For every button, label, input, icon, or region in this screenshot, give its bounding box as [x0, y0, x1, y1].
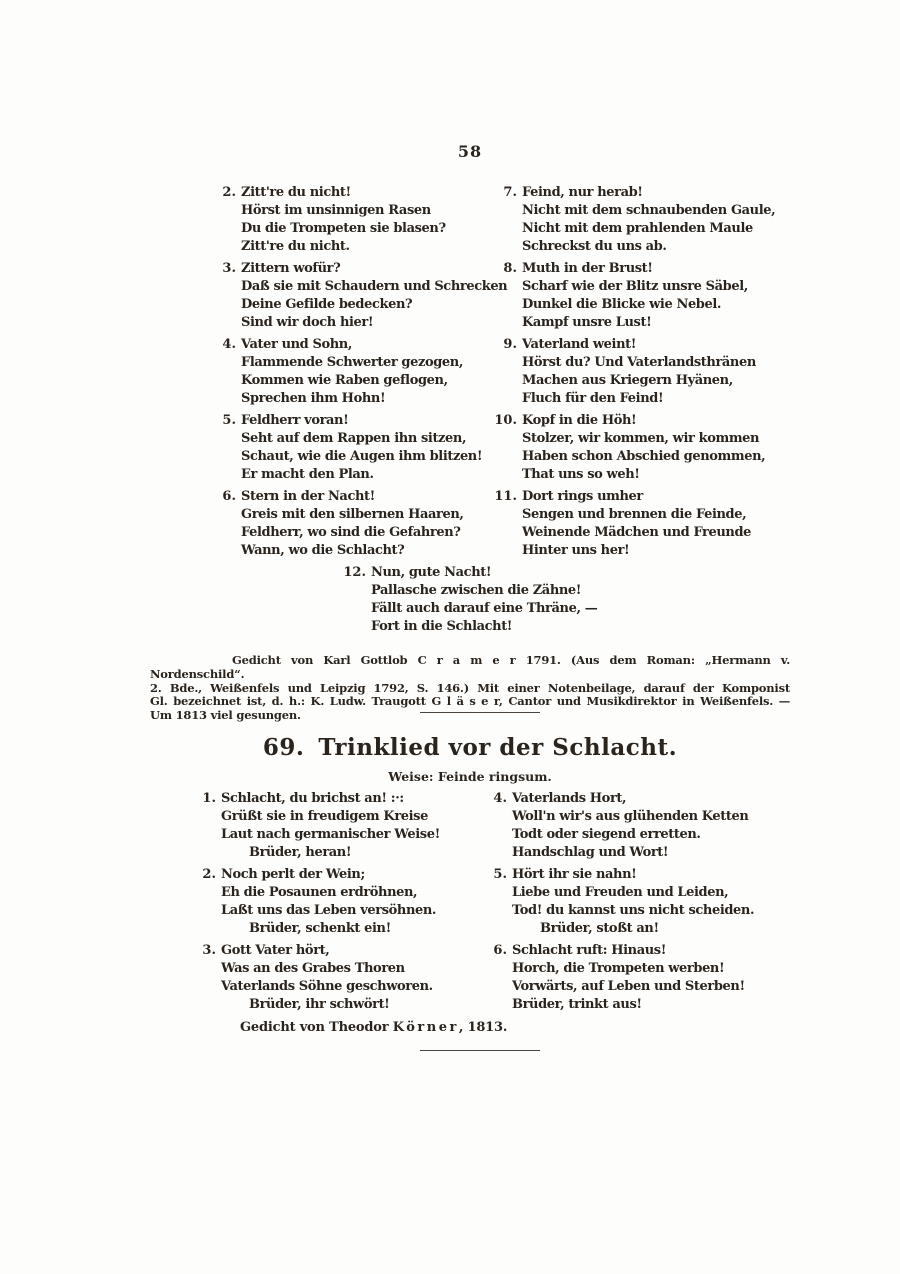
verse-line: Sprechen ihm Hohn!	[241, 391, 386, 406]
stanza-lines	[241, 260, 507, 332]
stanza	[200, 790, 490, 862]
footnote-line: 2. Bde., Weißenfels und Leipzig 1792, S. 146.) Mit einer Notenbeilage, darauf der Komponist	[150, 680, 790, 695]
stanza	[490, 412, 790, 484]
stanza	[214, 488, 490, 560]
verse-line: Brüder, schenkt ein!	[249, 921, 391, 936]
song1-final-stanza	[340, 564, 597, 640]
verse-line: Hörst im unsinnigen Rasen	[241, 203, 431, 218]
verse-line: Schlacht ruft: Hinaus!	[512, 943, 667, 958]
verse-line: Noch perlt der Wein;	[221, 867, 365, 882]
attribution-prefix: Gedicht von Theodor	[240, 1020, 393, 1035]
song2-left-column	[150, 790, 490, 1018]
verse-line: Seht auf dem Rappen ihn sitzen,	[241, 431, 467, 446]
verse-line: Kampf unsre Lust!	[522, 315, 652, 330]
stanza	[200, 866, 490, 938]
verse-line: Stolzer, wir kommen, wir kommen	[522, 431, 760, 446]
verse-line: Kommen wie Raben geflogen,	[241, 373, 448, 388]
verse-line: Vaterland weint!	[522, 337, 637, 352]
verse-line: Liebe und Freuden und Leiden,	[512, 885, 729, 900]
verse-line: Weinende Mädchen und Freunde	[522, 525, 752, 540]
song-number: 69.	[262, 734, 305, 761]
separator-rule	[420, 712, 540, 713]
stanza-number: 7.	[503, 185, 517, 200]
verse-line: Woll'n wir's aus glühenden Ketten	[512, 809, 749, 824]
verse-line: Du die Trompeten sie blasen?	[241, 221, 446, 236]
stanza	[490, 942, 790, 1014]
stanza	[490, 488, 790, 560]
stanza-lines	[371, 564, 597, 636]
verse-line: Muth in der Brust!	[522, 261, 653, 276]
verse-line: Sengen und brennen die Feinde,	[522, 507, 747, 522]
verse-line: Hinter uns her!	[522, 543, 630, 558]
verse-line: Todt oder siegend erretten.	[512, 827, 701, 842]
melody-note: Weise: Feinde ringsum.	[388, 769, 552, 784]
verse-line: Deine Gefilde bedecken?	[241, 297, 413, 312]
stanza-number: 9.	[503, 337, 517, 352]
song-heading	[150, 734, 790, 761]
verse-line: Scharf wie der Blitz unsre Säbel,	[522, 279, 748, 294]
verse-line: Schlacht, du brichst an! :·:	[221, 791, 404, 806]
verse-line: Brüder, ihr schwört!	[249, 997, 390, 1012]
verse-line: Dort rings umher	[522, 489, 643, 504]
stanza	[214, 184, 490, 256]
stanza	[214, 336, 490, 408]
separator-rule	[420, 1050, 540, 1051]
stanza	[490, 790, 790, 862]
verse-line: Schaut, wie die Augen ihm blitzen!	[241, 449, 483, 464]
song-title: Trinklied vor der Schlacht.	[318, 734, 678, 761]
stanza	[490, 336, 790, 408]
verse-line: Pallasche zwischen die Zähne!	[371, 583, 582, 598]
stanza-lines	[241, 488, 464, 560]
verse-line: Haben schon Abschied genommen,	[522, 449, 766, 464]
verse-line: Nun, gute Nacht!	[371, 565, 492, 580]
verse-line: Horch, die Trompeten werben!	[512, 961, 725, 976]
stanza-number: 8.	[503, 261, 517, 276]
song1-stanzas	[150, 184, 790, 564]
verse-line: Zitt're du nicht.	[241, 239, 350, 254]
stanza-number: 4.	[222, 337, 236, 352]
stanza-lines	[241, 184, 446, 256]
footnote-line: Um 1813 viel gesungen.	[150, 708, 301, 723]
stanza-number: 3.	[202, 943, 216, 958]
stanza-lines	[221, 866, 436, 938]
footnote-line: Gedicht von Karl Gottlob C r a m e r 1791. (Aus dem Roman: „Hermann v. Nordenschild“.	[150, 653, 790, 681]
verse-line: Brüder, stoßt an!	[540, 921, 659, 936]
verse-line: Vater und Sohn,	[241, 337, 352, 352]
stanza-lines	[512, 866, 754, 938]
stanza-number: 6.	[222, 489, 236, 504]
verse-line: Sind wir doch hier!	[241, 315, 374, 330]
verse-line: Grüßt sie in freudigem Kreise	[221, 809, 428, 824]
page-number: 58	[457, 142, 483, 161]
song1-right-column	[490, 184, 790, 564]
stanza-number: 10.	[494, 413, 517, 428]
stanza-lines	[522, 184, 775, 256]
verse-line: Brüder, trinkt aus!	[512, 997, 642, 1012]
stanza-number: 5.	[493, 867, 507, 882]
stanza-number: 2.	[202, 867, 216, 882]
verse-line: Nicht mit dem schnaubenden Gaule,	[522, 203, 776, 218]
verse-line: Kopf in die Höh!	[522, 413, 637, 428]
verse-line: Laßt uns das Leben versöhnen.	[221, 903, 437, 918]
verse-line: Hörst du? Und Vaterlandsthränen	[522, 355, 756, 370]
stanza-lines	[221, 942, 433, 1014]
verse-line: Nicht mit dem prahlenden Maule	[522, 221, 753, 236]
verse-line: That uns so weh!	[522, 467, 640, 482]
stanza	[340, 564, 597, 636]
verse-line: Eh die Posaunen erdröhnen,	[221, 885, 418, 900]
stanza	[200, 942, 490, 1014]
verse-line: Feind, nur herab!	[522, 185, 643, 200]
verse-line: Gott Vater hört,	[221, 943, 330, 958]
verse-line: Feldherr voran!	[241, 413, 349, 428]
verse-line: Feldherr, wo sind die Gefahren?	[241, 525, 461, 540]
stanza-lines	[522, 260, 748, 332]
stanza-lines	[241, 412, 482, 484]
verse-line: Vaterlands Hort,	[512, 791, 627, 806]
stanza-number: 5.	[222, 413, 236, 428]
stanza-lines	[241, 336, 463, 408]
verse-line: Fällt auch darauf eine Thräne, —	[371, 601, 598, 616]
verse-line: Fort in die Schlacht!	[371, 619, 513, 634]
verse-line: Laut nach germanischer Weise!	[221, 827, 440, 842]
stanza-lines	[512, 790, 748, 862]
stanza	[214, 412, 490, 484]
verse-line: Stern in der Nacht!	[241, 489, 375, 504]
stanza-number: 12.	[343, 565, 366, 580]
stanza-number: 11.	[494, 489, 517, 504]
verse-line: Flammende Schwerter gezogen,	[241, 355, 463, 370]
stanza-lines	[522, 488, 751, 560]
verse-line: Dunkel die Blicke wie Nebel.	[522, 297, 722, 312]
verse-line: Zitt're du nicht!	[241, 185, 351, 200]
verse-line: Handschlag und Wort!	[512, 845, 669, 860]
verse-line: Schreckst du uns ab.	[522, 239, 667, 254]
verse-line: Brüder, heran!	[249, 845, 352, 860]
verse-line: Greis mit den silbernen Haaren,	[241, 507, 464, 522]
attribution	[240, 1020, 507, 1035]
author-name: Körner	[392, 1020, 459, 1035]
stanza	[490, 260, 790, 332]
stanza-lines	[221, 790, 440, 862]
stanza-lines	[522, 412, 765, 484]
stanza	[214, 260, 508, 332]
song2-stanzas	[150, 790, 790, 1018]
verse-line: Zittern wofür?	[241, 261, 341, 276]
verse-line: Wann, wo die Schlacht?	[241, 543, 405, 558]
attribution-suffix: , 1813.	[458, 1020, 508, 1035]
stanza-number: 6.	[493, 943, 507, 958]
footnote-line: Gl. bezeichnet ist, d. h.: K. Ludw. Traugott G l ä s e r, Cantor und Musikdirektor in Weißenfels. —	[150, 694, 790, 709]
verse-line: Fluch für den Feind!	[522, 391, 664, 406]
verse-line: Vorwärts, auf Leben und Sterben!	[512, 979, 745, 994]
verse-line: Tod! du kannst uns nicht scheiden.	[512, 903, 755, 918]
verse-line: Daß sie mit Schaudern und Schrecken	[241, 279, 508, 294]
stanza-lines	[512, 942, 745, 1014]
stanza	[490, 866, 790, 938]
verse-line: Hört ihr sie nahn!	[512, 867, 637, 882]
verse-line: Vaterlands Söhne geschworen.	[221, 979, 433, 994]
song2-right-column	[490, 790, 790, 1018]
verse-line: Er macht den Plan.	[241, 467, 374, 482]
stanza-number: 2.	[222, 185, 236, 200]
stanza-number: 3.	[222, 261, 236, 276]
stanza-number: 4.	[493, 791, 507, 806]
stanza-lines	[522, 336, 756, 408]
verse-line: Machen aus Kriegern Hyänen,	[522, 373, 733, 388]
stanza	[490, 184, 790, 256]
verse-line: Was an des Grabes Thoren	[221, 961, 405, 976]
stanza-number: 1.	[202, 791, 216, 806]
